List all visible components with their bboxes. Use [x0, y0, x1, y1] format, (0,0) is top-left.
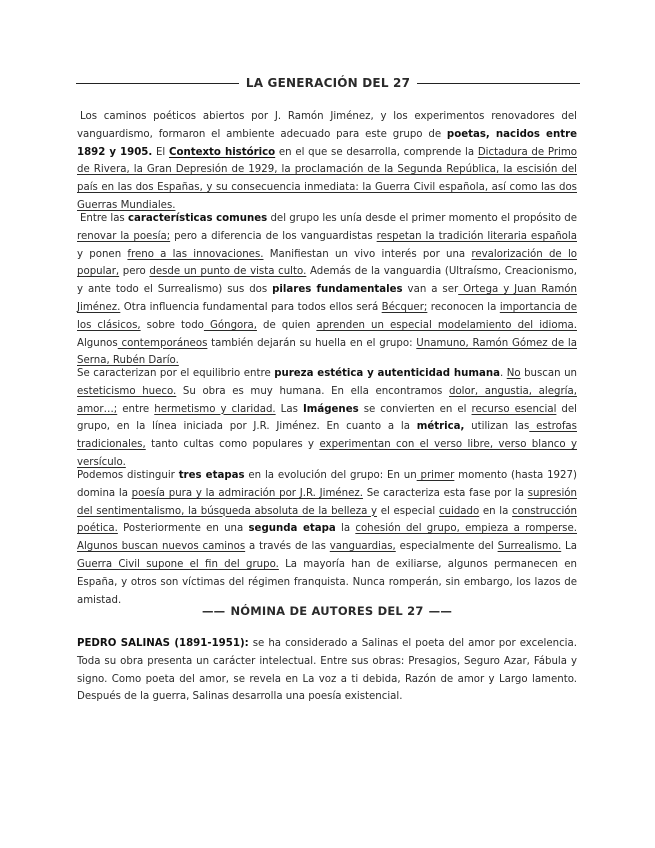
subtitle-row [77, 600, 577, 619]
text: especialmente del [395, 541, 498, 553]
underlined-text: Ortega y Juan Ramón Jiménez. [77, 284, 577, 313]
underlined-text: Surrealismo. [497, 541, 562, 553]
bold-text: características comunes [127, 213, 268, 224]
text: se ha considerado a Salinas el poeta del amor por excelencia. Toda su obra presenta un carácter intelectual. Entre sus obras: Presagios, Seguro Azar, Fábula y signo. Como poeta del amor, se revela en La voz a ti debida, Razón de amor y Largo lamento. Después de la guerra, Salinas desarrolla una poesía existencial. [77, 638, 577, 703]
text: Entre las [80, 213, 128, 224]
underlined-text: importancia de los clásicos, [77, 301, 577, 331]
text: pero a diferencia de los vanguardistas [170, 230, 377, 242]
text: Además de la vanguardia (Ultraísmo, Creacionismo, y ante todo el Surrealismo) sus dos [77, 266, 577, 296]
text: Las [275, 403, 303, 415]
underlined-text: Guerra Civil supone el fin del grupo. [77, 558, 279, 570]
underlined-text: dolor, angustia, alegría, amor…; [77, 385, 577, 415]
underlined-text: Góngora, [203, 319, 257, 331]
underlined-text: experimentan con el verso libre, verso blanco y versículo. [77, 439, 578, 468]
text: Se caracterizan por el equilibrio entre [77, 368, 275, 379]
underlined-text: recurso esencial [471, 403, 557, 415]
paragraph-characteristics [77, 210, 577, 370]
text: utilizan las [464, 421, 530, 433]
text: pero [119, 266, 150, 278]
subtitle-dashes-left: —— [201, 604, 226, 618]
underlined-text: revalorización de lo popular, [77, 248, 578, 278]
bold-text: segunda etapa [248, 523, 336, 535]
text: entre [117, 403, 155, 415]
underlined-text: poesía pura y la admiración por J.R. Jiménez. [131, 487, 363, 499]
bold-text: pureza estética y autenticidad humana [274, 368, 500, 379]
text: en la evolución del grupo: En un [244, 470, 417, 481]
title-rule-left [76, 83, 239, 84]
text: también dejarán su huella en el grupo: [207, 337, 417, 349]
underlined-text: respetan la tradición literaria española [376, 230, 577, 242]
text: reconocen la [427, 301, 500, 313]
text: en la [479, 505, 513, 517]
title-row [76, 76, 580, 90]
bold-text: Imágenes [302, 403, 359, 415]
underlined-text: esteticismo hueco. [77, 385, 177, 397]
text: Otra influencia fundamental para todos ellos será [120, 301, 382, 313]
text: Algunos [77, 337, 118, 349]
author-name: PEDRO SALINAS (1891-1951): [77, 638, 249, 649]
bold-text: métrica, [416, 421, 465, 433]
underlined-text: contemporáneos [117, 337, 208, 349]
paragraph-intro [77, 108, 577, 215]
section-subtitle: NÓMINA DE AUTORES DEL 27 [230, 604, 424, 618]
underlined-text: hermetismo y claridad. [154, 403, 276, 415]
bold-text: pilares fundamentales [272, 284, 403, 296]
text: se convierten en el [358, 403, 472, 415]
title-rule-right [417, 83, 580, 84]
text: del grupo, en la línea iniciada por J.R. Jiménez. En cuanto a la [77, 403, 578, 433]
underlined-text: estrofas tradicionales, [77, 421, 577, 451]
text: . [499, 368, 507, 379]
text: Se caracteriza esta fase por la [362, 487, 528, 499]
text: en el que se desarrolla, comprende la [275, 146, 478, 158]
text: Podemos distinguir [77, 470, 179, 481]
text: El [152, 146, 169, 158]
text: del grupo les unía desde el primer momento el propósito de [267, 213, 577, 224]
underlined-text: aprenden un especial modelamiento del idioma. [316, 319, 577, 331]
bold-text: poetas, nacidos entre 1892 y 1905. [77, 128, 578, 158]
bold-text: tres etapas [178, 470, 245, 481]
text: de quien [256, 319, 317, 331]
text: el especial [377, 505, 439, 517]
underlined-text: construcción poética. [77, 505, 577, 535]
text: momento (hasta 1927) domina la [77, 470, 577, 499]
underlined-text: primer [416, 470, 455, 481]
paragraph-salinas [77, 635, 577, 706]
text: sobre todo [140, 319, 204, 331]
page-title: LA GENERACIÓN DEL 27 [245, 76, 411, 90]
text: tanto cultas como populares y [145, 439, 320, 451]
text: Los caminos poéticos abiertos por J. Ramón Jiménez, y los experimentos renovadores del vanguardismo, formaron el ambiente adecuado para este grupo de [77, 111, 577, 140]
underlined-text: desde un punto de vista culto. [149, 266, 307, 278]
text: la [335, 523, 356, 535]
underlined-text: renovar la poesía; [77, 230, 171, 242]
underlined-text: supresión del sentimentalismo, la búsqueda absoluta de la belleza y [77, 487, 577, 517]
underlined-text: Unamuno, Ramón Gómez de la Serna, Rubén Darío. [77, 337, 577, 367]
underlined-text: vanguardias, [329, 541, 396, 553]
text: Posteriormente en una [117, 523, 249, 535]
underlined-text: No [506, 368, 521, 379]
text: Manifiestan un vivo interés por una [263, 248, 472, 260]
underlined-text: freno a las innovaciones. [127, 248, 264, 260]
text: y ponen [77, 248, 128, 260]
text: buscan un [520, 368, 577, 379]
underlined-text: cohesión del grupo, empieza a romperse. Algunos buscan nuevos caminos [77, 523, 577, 553]
text: La [561, 541, 577, 553]
underlined-text: Dictadura de Primo de Rivera, la Gran Depresión de 1929, la proclamación de la Segunda República, la escisión del país en las dos Españas, y su consecuencia inmediata: la Guerra Civil española, así como las dos Guerras Mundiales. [77, 146, 577, 211]
text: van a ser [402, 284, 459, 296]
paragraph-style [77, 365, 577, 472]
text: a través de las [245, 541, 330, 553]
text: Su obra es muy humana. En ella encontramos [176, 385, 449, 397]
text: La mayoría han de exiliarse, algunos permanecen en España, y otros son víctimas del régimen franquista. Nunca romperán, sin embargo, los lazos de amistad. [77, 558, 577, 606]
underlined-bold-text: Contexto histórico [168, 146, 276, 158]
underlined-text: cuidado [438, 505, 480, 517]
subtitle-dashes-right: —— [428, 604, 453, 618]
underlined-text: Bécquer; [381, 301, 428, 313]
paragraph-stages [77, 467, 577, 609]
